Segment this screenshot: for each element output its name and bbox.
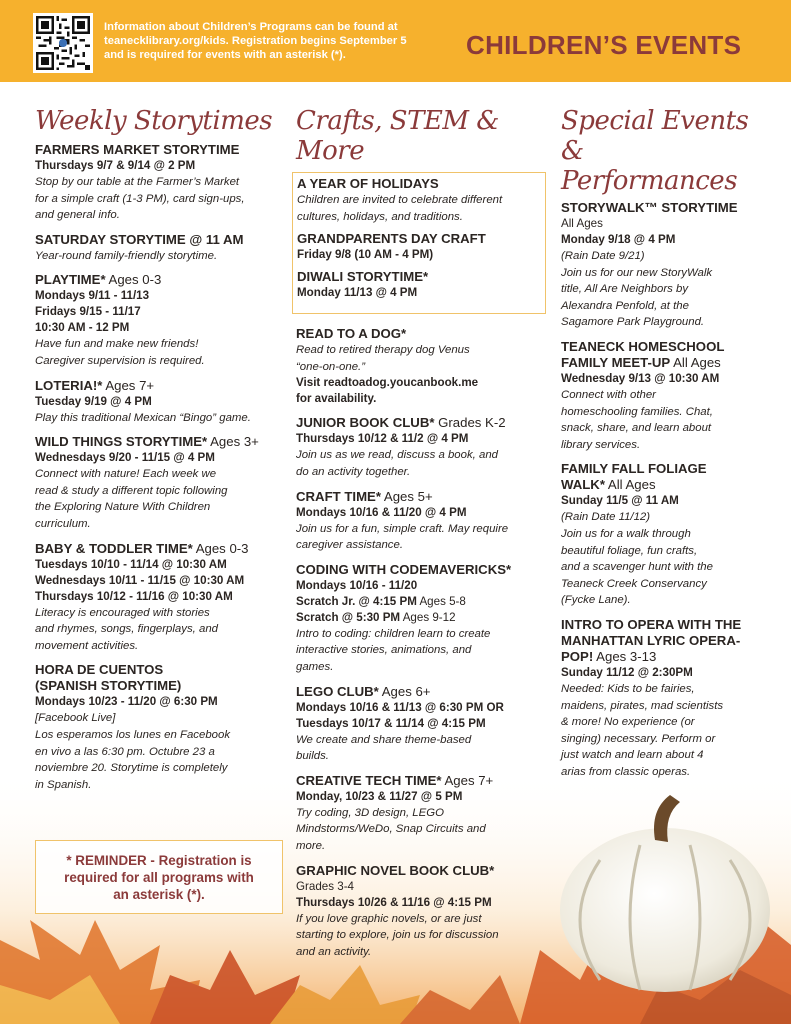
event-title xyxy=(561,617,766,633)
event-title-text: INTRO TO OPERA WITH THE xyxy=(561,616,742,632)
event-title xyxy=(561,461,766,477)
event-description: and rhymes, songs, fingerplays, and xyxy=(35,623,218,636)
event-description: We create and share theme-based xyxy=(296,733,472,746)
event-ages: Ages 0-3 xyxy=(192,540,249,556)
event-description: homeschooling families. Chat, xyxy=(561,405,713,418)
event-ages: All Ages xyxy=(670,354,721,370)
event-item xyxy=(35,541,280,655)
event-title xyxy=(297,269,545,285)
event-description: and general info. xyxy=(35,209,120,222)
event-item xyxy=(297,231,545,263)
event-description: (Fycke Lane). xyxy=(561,594,631,607)
event-date: Friday 9/8 (10 AM - 4 PM) xyxy=(297,248,434,262)
event-description: Los esperamos los lunes en Facebook xyxy=(35,728,231,741)
event-item xyxy=(296,562,546,676)
event-title-text: LOTERIA!* xyxy=(35,377,103,393)
event-description: Needed: Kids to be fairies, xyxy=(561,682,695,695)
event-title xyxy=(297,176,545,192)
event-date: Monday 11/13 @ 4 PM xyxy=(297,286,418,300)
event-description: [Facebook Live] xyxy=(35,712,116,725)
event-description: Join us as we read, discuss a book, and xyxy=(296,449,498,462)
header-info-line: Information about Children’s Programs can be found at xyxy=(104,21,398,33)
section-title: Weekly Storytimes xyxy=(35,106,273,136)
event-description: do an activity together. xyxy=(296,465,411,478)
event-item xyxy=(296,773,546,855)
event-description: read & study a different topic following xyxy=(35,484,228,497)
event-item xyxy=(35,662,280,793)
event-ages: All Ages xyxy=(604,477,656,493)
event-audience: All Ages xyxy=(561,217,603,230)
event-date: Tuesdays 10/10 - 11/14 @ 10:30 AM xyxy=(35,557,227,571)
event-audience: Grades 3-4 xyxy=(296,879,354,893)
event-description: Connect with nature! Each week we xyxy=(35,468,217,481)
event-description: Mindstorms/WeDo, Snap Circuits and xyxy=(296,823,486,836)
event-description: title, All Are Neighbors by xyxy=(561,283,689,296)
event-item xyxy=(296,489,546,554)
event-description: Join us for a fun, simple craft. May require xyxy=(296,522,509,535)
event-item xyxy=(561,461,766,609)
event-description: for a simple craft (1-3 PM), card sign-ups, xyxy=(35,192,245,205)
event-date: Sunday 11/5 @ 11 AM xyxy=(561,494,679,508)
event-title-text: GRANDPARENTS DAY CRAFT xyxy=(297,231,486,247)
event-title xyxy=(561,355,766,371)
event-item xyxy=(561,339,766,453)
event-ages: Ages 5+ xyxy=(380,488,433,504)
event-item xyxy=(35,434,280,532)
event-description: maidens, pirates, mad scientists xyxy=(561,699,724,712)
event-title xyxy=(296,326,546,342)
event-title-text: POP! xyxy=(561,648,594,664)
event-title-text: GRAPHIC NOVEL BOOK CLUB* xyxy=(296,862,495,878)
event-date: Mondays 10/23 - 11/20 @ 6:30 PM xyxy=(35,695,218,709)
event-description: (Rain Date 11/12) xyxy=(561,511,651,524)
event-title xyxy=(296,684,546,700)
section-title: Crafts, STEM & More xyxy=(296,106,499,166)
event-description: more. xyxy=(296,839,326,852)
event-item xyxy=(296,684,546,765)
event-description: Try coding, 3D design, LEGO xyxy=(296,806,444,819)
event-title-text: READ TO A DOG* xyxy=(296,326,407,342)
event-date: Fridays 9/15 - 11/17 xyxy=(35,305,141,319)
event-item xyxy=(561,617,766,781)
event-item xyxy=(35,232,280,265)
event-description: Year-round family-friendly storytime. xyxy=(35,249,218,262)
event-description: snack, share, and learn about xyxy=(561,422,712,435)
event-title xyxy=(35,142,280,158)
reminder-line: * REMINDER - Registration is xyxy=(66,853,252,868)
qr-code-icon[interactable] xyxy=(33,13,93,73)
event-ages: Ages 3-13 xyxy=(593,648,657,664)
event-date: Wednesdays 10/11 - 11/15 @ 10:30 AM xyxy=(35,573,245,587)
event-title xyxy=(561,477,766,493)
event-description: movement activities. xyxy=(35,639,139,652)
event-title xyxy=(561,649,766,665)
event-description: en vivo a las 6:30 pm. Octubre 23 a xyxy=(35,745,215,758)
event-ages: Ages 9-12 xyxy=(400,610,456,624)
event-ages: Ages 5-8 xyxy=(416,594,466,608)
event-title-text: WALK* xyxy=(561,477,605,493)
event-ages: Ages 3+ xyxy=(207,434,259,450)
event-date: Thursdays 10/12 & 11/2 @ 4 PM xyxy=(296,432,469,446)
event-title-text: CREATIVE TECH TIME* xyxy=(296,772,442,788)
featured-events-box xyxy=(292,172,546,314)
event-title-text: PLAYTIME* xyxy=(35,272,106,288)
section-title xyxy=(561,106,766,196)
event-description: starting to explore, join us for discussion xyxy=(296,929,499,942)
event-description: Play this traditional Mexican “Bingo” game. xyxy=(35,411,251,424)
event-title-text: HORA DE CUENTOS xyxy=(35,662,164,678)
event-date: Wednesdays 9/20 - 11/15 @ 4 PM xyxy=(35,451,215,465)
event-date: Thursdays 10/26 & 11/16 @ 4:15 PM xyxy=(296,895,492,909)
event-description: Caregiver supervision is required. xyxy=(35,354,205,367)
event-item xyxy=(297,269,545,301)
event-description: Sagamore Park Playground. xyxy=(561,316,705,329)
event-ages: Ages 7+ xyxy=(102,377,155,393)
event-title-text: WILD THINGS STORYTIME* xyxy=(35,434,208,450)
event-title-text: A YEAR OF HOLIDAYS xyxy=(297,176,439,191)
event-description: Connect with other xyxy=(561,388,656,401)
event-title-text: LEGO CLUB* xyxy=(296,683,379,699)
event-title-text: FARMERS MARKET STORYTIME xyxy=(35,142,240,157)
event-title xyxy=(296,863,546,879)
event-description: Teaneck Creek Conservancy xyxy=(561,577,707,590)
event-title xyxy=(296,562,546,578)
page-title: CHILDREN’S EVENTS xyxy=(466,30,742,60)
event-description: Read to retired therapy dog Venus xyxy=(296,344,470,357)
event-description: If you love graphic novels, or are just xyxy=(296,912,482,925)
event-title-text: SATURDAY STORYTIME @ 11 AM xyxy=(35,231,244,247)
event-title xyxy=(35,378,280,394)
event-description: “one-on-one.” xyxy=(296,360,366,373)
section-title-line: Performances xyxy=(561,166,738,196)
event-description: Join us for our new StoryWalk xyxy=(561,266,713,279)
event-title-text: (SPANISH STORYTIME) xyxy=(35,678,182,694)
event-description: singing) necessary. Perform or xyxy=(561,732,716,745)
event-date: Visit readtoadog.youcanbook.me xyxy=(296,376,479,390)
event-ages: Ages 6+ xyxy=(378,683,431,699)
event-title xyxy=(297,231,545,247)
reminder-line: an asterisk (*). xyxy=(113,887,205,902)
event-title xyxy=(561,339,766,355)
event-description: beautiful foliage, fun crafts, xyxy=(561,544,698,557)
event-description: curriculum. xyxy=(35,517,91,530)
event-description: Intro to coding: children learn to create xyxy=(296,627,491,640)
event-description: caregiver assistance. xyxy=(296,539,403,552)
event-item xyxy=(296,326,546,407)
header-info-line: teanecklibrary.org/kids. Registration begins September 5 xyxy=(104,35,407,47)
column-weekly-storytimes xyxy=(35,106,280,801)
event-description: builds. xyxy=(296,750,329,763)
header-info xyxy=(104,20,434,62)
event-date: Sunday 11/12 @ 2:30PM xyxy=(561,665,693,679)
event-title xyxy=(296,489,546,505)
event-date: for availability. xyxy=(296,392,377,406)
event-description: noviembre 20. Storytime is completely xyxy=(35,762,228,775)
event-date: Tuesdays 10/17 & 11/14 @ 4:15 PM xyxy=(296,716,486,730)
event-title xyxy=(35,541,280,557)
event-session xyxy=(296,610,546,626)
event-description: (Rain Date 9/21) xyxy=(561,250,645,262)
header-banner xyxy=(0,0,791,82)
event-ages: Ages 7+ xyxy=(441,772,494,788)
event-session-time: Scratch @ 5:30 PM xyxy=(296,610,401,624)
event-date: Thursdays 10/12 - 11/16 @ 10:30 AM xyxy=(35,589,233,603)
event-title-text: CRAFT TIME* xyxy=(296,488,381,504)
event-date: Mondays 9/11 - 11/13 xyxy=(35,289,150,303)
event-session xyxy=(296,594,546,610)
event-description: cultures, holidays, and traditions. xyxy=(297,210,463,223)
event-ages: Grades K-2 xyxy=(434,415,506,431)
event-title xyxy=(35,434,280,450)
event-item xyxy=(297,176,545,225)
event-date: Monday 9/18 @ 4 PM xyxy=(561,233,676,246)
column-crafts-stem xyxy=(296,106,546,968)
event-title xyxy=(561,200,766,216)
event-description: Alexandra Penfold, at the xyxy=(561,299,689,312)
event-description: games. xyxy=(296,660,334,673)
event-description: the Exploring Nature With Children xyxy=(35,501,211,514)
event-item xyxy=(35,142,280,224)
event-item xyxy=(561,200,766,331)
event-item xyxy=(35,272,280,369)
event-item xyxy=(35,378,280,427)
event-description: Stop by our table at the Farmer’s Market xyxy=(35,176,240,188)
event-description: interactive stories, animations, and xyxy=(296,644,472,657)
event-description: Have fun and make new friends! xyxy=(35,338,199,351)
event-title-text: FAMILY MEET-UP xyxy=(561,354,671,370)
event-ages: Ages 0-3 xyxy=(105,272,162,288)
event-date: Mondays 10/16 & 11/20 @ 4 PM xyxy=(296,505,467,519)
event-title xyxy=(561,633,766,649)
event-item xyxy=(296,415,546,480)
event-description: and an activity. xyxy=(296,945,372,958)
event-title-text: FAMILY FALL FOLIAGE xyxy=(561,461,707,477)
event-description: Children are invited to celebrate different xyxy=(297,194,503,206)
event-title xyxy=(35,678,280,694)
event-description: Join us for a walk through xyxy=(561,527,691,540)
event-description: just watch and learn about 4 xyxy=(561,749,704,762)
event-title xyxy=(35,272,280,288)
section-title-line: Special Events & xyxy=(561,106,749,166)
event-description: in Spanish. xyxy=(35,778,92,791)
event-title-text: TEANECK HOMESCHOOL xyxy=(561,338,725,354)
event-description: & more! No experience (or xyxy=(561,716,695,729)
event-date: Monday, 10/23 & 11/27 @ 5 PM xyxy=(296,789,463,803)
event-title xyxy=(296,415,546,431)
event-description: library services. xyxy=(561,438,641,451)
event-description: Literacy is encouraged with stories xyxy=(35,606,210,619)
event-title-text: DIWALI STORYTIME* xyxy=(297,269,429,285)
event-title-text: BABY & TODDLER TIME* xyxy=(35,540,193,556)
event-date: Tuesday 9/19 @ 4 PM xyxy=(35,394,152,408)
event-title xyxy=(35,662,280,678)
event-session-time: Scratch Jr. @ 4:15 PM xyxy=(296,594,417,608)
event-title-text: MANHATTAN LYRIC OPERA- xyxy=(561,632,741,648)
reminder-line: required for all programs with xyxy=(64,870,254,885)
event-title-text: STORYWALK™ STORYTIME xyxy=(561,200,738,215)
event-item xyxy=(296,863,546,961)
header-info-line: and is required for events with an asterisk (*). xyxy=(104,49,346,61)
event-date: Thursdays 9/7 & 9/14 @ 2 PM xyxy=(35,159,196,172)
event-description: arias from classic operas. xyxy=(561,765,691,778)
event-date: Wednesday 9/13 @ 10:30 AM xyxy=(561,371,720,385)
event-date: 10:30 AM - 12 PM xyxy=(35,321,130,335)
event-date: Mondays 10/16 - 11/20 xyxy=(296,578,418,592)
event-date: Mondays 10/16 & 11/13 @ 6:30 PM OR xyxy=(296,700,504,714)
event-title-text: CODING WITH CODEMAVERICKS* xyxy=(296,561,512,577)
event-title-text: JUNIOR BOOK CLUB* xyxy=(296,415,435,431)
event-description: and a scavenger hunt with the xyxy=(561,561,713,574)
column-special-events xyxy=(561,106,766,788)
event-title xyxy=(296,773,546,789)
event-title xyxy=(35,232,280,248)
registration-reminder xyxy=(35,840,283,914)
